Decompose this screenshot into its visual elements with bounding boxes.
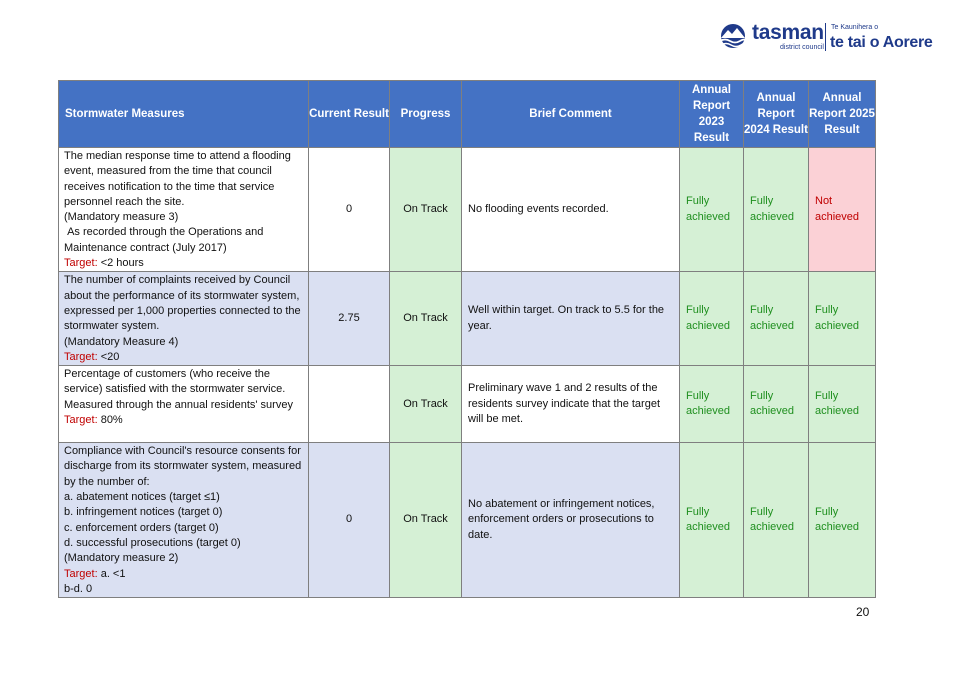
- ar-2024-result: Fully achieved: [744, 148, 809, 272]
- table-header-row: [59, 81, 876, 148]
- table-row: [59, 148, 876, 272]
- logo-subtitle: district council: [780, 44, 824, 51]
- measure-text: Compliance with Council's resource consents for discharge from its stormwater system, measured by the number of:: [64, 445, 302, 488]
- target-label: Target:: [64, 257, 98, 270]
- table-row: [59, 443, 876, 598]
- mandatory-text: (Mandatory Measure 4): [64, 335, 179, 348]
- ar-2025-result: Not achieved: [809, 148, 876, 272]
- current-result: 2.75: [309, 272, 390, 366]
- header-ar-2025: Annual Report 2025 Result: [809, 81, 876, 148]
- measure-item: c. enforcement orders (target 0): [64, 521, 219, 534]
- measure-cell: [59, 148, 309, 272]
- progress-status: On Track: [390, 148, 462, 272]
- target-value: <2 hours: [97, 257, 144, 270]
- progress-status: On Track: [390, 272, 462, 366]
- page-number: 20: [856, 605, 870, 619]
- measure-item: a. abatement notices (target ≤1): [64, 491, 220, 504]
- logo-name: tasman: [752, 21, 824, 44]
- measure-text: Percentage of customers (who receive the service) satisfied with the stormwater service. Measured through the annual residents' survey: [64, 368, 293, 411]
- ar-2023-result: Fully achieved: [680, 443, 744, 598]
- mountain-waves-icon: [716, 22, 750, 50]
- header-measures: Stormwater Measures: [59, 81, 309, 148]
- stormwater-measures-table: [58, 80, 876, 598]
- target-extra: b-d. 0: [64, 582, 93, 595]
- header-progress: Progress: [390, 81, 462, 148]
- measure-extra-text: As recorded through the Operations and Maintenance contract (July 2017): [64, 226, 267, 254]
- measure-cell: [59, 272, 309, 366]
- mandatory-text: (Mandatory measure 3): [64, 211, 179, 224]
- current-result: 0: [309, 443, 390, 598]
- measure-cell: [59, 443, 309, 598]
- mandatory-text: (Mandatory measure 2): [64, 552, 179, 565]
- target-label: Target:: [64, 567, 98, 580]
- table-row: [59, 366, 876, 443]
- logo-maori-name: te tai o Aorere: [830, 34, 933, 51]
- target-label: Target:: [64, 350, 98, 363]
- header-ar-2023: Annual Report 2023 Result: [680, 81, 744, 148]
- ar-2024-result: Fully achieved: [744, 366, 809, 443]
- ar-2025-result: Fully achieved: [809, 443, 876, 598]
- target-value: <20: [97, 350, 120, 363]
- target-value: 80%: [97, 414, 123, 427]
- ar-2023-result: Fully achieved: [680, 148, 744, 272]
- brief-comment: Well within target. On track to 5.5 for the year.: [462, 272, 680, 366]
- header-ar-2024: Annual Report 2024 Result: [744, 81, 809, 148]
- ar-2025-result: Fully achieved: [809, 272, 876, 366]
- tasman-logo: [716, 20, 938, 56]
- measure-cell: [59, 366, 309, 443]
- ar-2024-result: Fully achieved: [744, 443, 809, 598]
- current-result: 0: [309, 148, 390, 272]
- table-row: [59, 272, 876, 366]
- progress-status: On Track: [390, 366, 462, 443]
- measure-item: b. infringement notices (target 0): [64, 506, 223, 519]
- header-current-result: Current Result: [309, 81, 390, 148]
- progress-status: On Track: [390, 443, 462, 598]
- logo-maori-small: Te Kaunihera o: [831, 24, 879, 31]
- ar-2023-result: Fully achieved: [680, 366, 744, 443]
- measure-text: The median response time to attend a flooding event, measured from the time that council receives notification to the time that service personnel reach the site.: [64, 150, 291, 208]
- brief-comment: No abatement or infringement notices, enforcement orders or prosecutions to date.: [462, 443, 680, 598]
- logo-divider: [825, 23, 826, 51]
- target-value: a. <1: [97, 567, 126, 580]
- ar-2025-result: Fully achieved: [809, 366, 876, 443]
- ar-2024-result: Fully achieved: [744, 272, 809, 366]
- target-label: Target:: [64, 414, 98, 427]
- brief-comment: No flooding events recorded.: [462, 148, 680, 272]
- header-brief-comment: Brief Comment: [462, 81, 680, 148]
- current-result: [309, 366, 390, 443]
- measure-text: The number of complaints received by Council about the performance of its stormwater system, expressed per 1,000 properties connected to the stormwater system.: [64, 274, 301, 333]
- brief-comment: Preliminary wave 1 and 2 results of the residents survey indicate that the target will be met.: [462, 366, 680, 443]
- ar-2023-result: Fully achieved: [680, 272, 744, 366]
- measure-item: d. successful prosecutions (target 0): [64, 536, 241, 549]
